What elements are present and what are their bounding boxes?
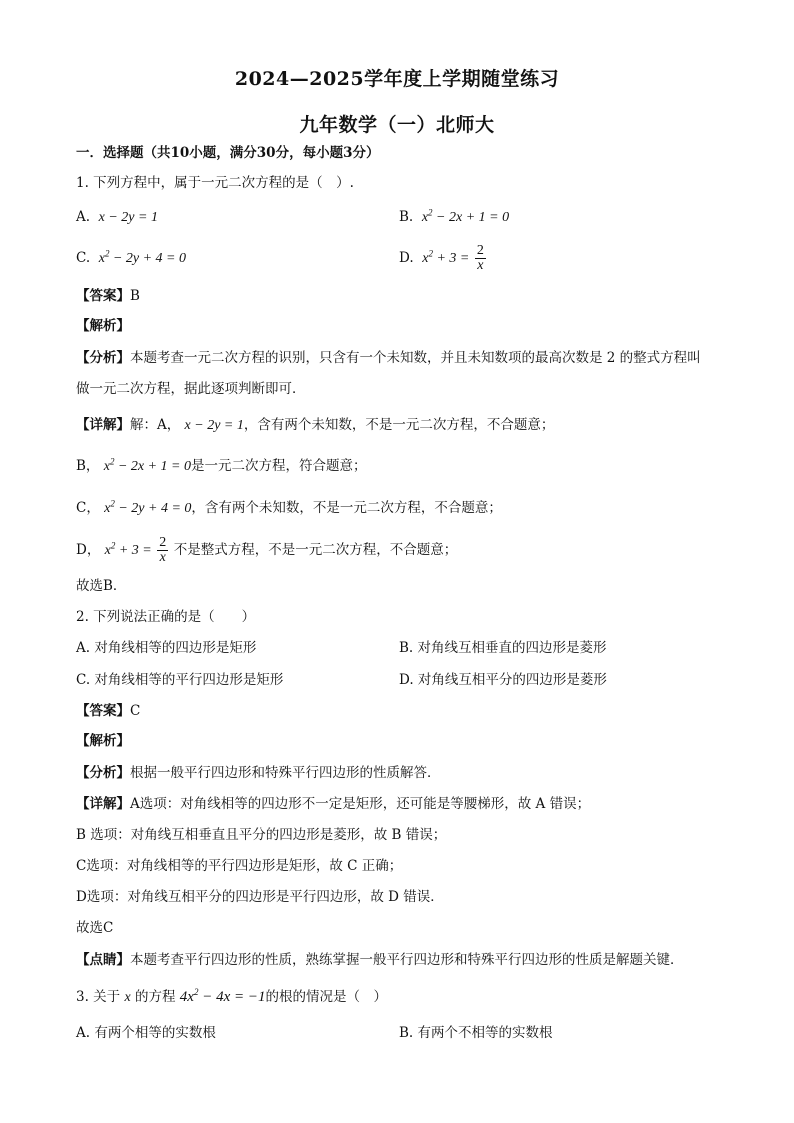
q1-option-c: C. $x^2 - 2y + 4 = 0$ xyxy=(76,248,187,266)
q1-detail-b: B， $x^2 - 2x + 1 = 0$是一元二次方程，符合题意； xyxy=(76,456,367,474)
q2-answer: 【答案】C xyxy=(76,703,141,719)
q1-detail-a: 【详解】解：A， x − 2y = 1，含有两个未知数，不是一元二次方程，不合题意； xyxy=(76,417,555,433)
q1-answer: 【答案】B xyxy=(76,288,140,304)
q2-conclusion: 故选C xyxy=(76,920,114,936)
q3-option-b: B. 有两个不相等的实数根 xyxy=(399,1025,553,1041)
q2-analysis-tag: 【解析】 xyxy=(76,733,130,749)
q2-detail-c: C选项：对角线相等的平行四边形是矩形，故 C 正确； xyxy=(76,858,403,874)
q1-stem: 1. 下列方程中，属于一元二次方程的是（ ）. xyxy=(76,175,354,191)
q1-option-d: D. $x^2 + 3$ = $\frac{2}{x}$ xyxy=(399,243,484,274)
q2-detail-d: D选项：对角线互相平分的四边形是平行四边形，故 D 错误． xyxy=(76,889,444,905)
q1-detail-c: C， $x^2 - 2y + 4 = 0$，含有两个未知数，不是一元二次方程，不合题意； xyxy=(76,498,502,516)
q1-conclusion: 故选B． xyxy=(76,578,127,594)
q2-option-b: B. 对角线互相垂直的四边形是菱形 xyxy=(399,640,607,656)
q2-dianjing: 【点睛】本题考查平行四边形的性质，熟练掌握一般平行四边形和特殊平行四边形的性质是解题关键． xyxy=(76,952,684,968)
q2-detail-b: B 选项：对角线互相垂直且平分的四边形是菱形，故 B 错误； xyxy=(76,827,447,843)
q2-option-d: D. 对角线互相平分的四边形是菱形 xyxy=(399,672,607,688)
q2-stem: 2. 下列说法正确的是（ ） xyxy=(76,609,256,625)
page-title: 2024—2025学年度上学期随堂练习 xyxy=(234,68,560,90)
q1-fenxi-line1: 【分析】本题考查一元二次方程的识别，只含有一个未知数，并且未知数项的最高次数是 2 的整式方程叫 xyxy=(76,350,701,366)
q3-stem: 3. 关于 x 的方程 $4x^2 - 4x = -1$的根的情况是（ ） xyxy=(76,987,387,1005)
q3-option-a: A. 有两个相等的实数根 xyxy=(76,1025,216,1041)
section-heading: 一．选择题（共10小题，满分30分，每小题3分） xyxy=(76,145,380,161)
q1-detail-d: D， $x^2 + 3$ = $\frac{2}{x}$ 不是整式方程，不是一元二次方程，不合题意； xyxy=(76,535,458,566)
page-subtitle: 九年数学（一）北师大 xyxy=(299,114,495,136)
q2-detail-a: 【详解】A选项：对角线相等的四边形不一定是矩形，还可能是等腰梯形，故 A 错误； xyxy=(76,796,591,812)
q2-fenxi: 【分析】根据一般平行四边形和特殊平行四边形的性质解答． xyxy=(76,765,441,781)
q1-analysis-tag: 【解析】 xyxy=(76,318,130,334)
q2-option-a: A. 对角线相等的四边形是矩形 xyxy=(76,640,257,656)
q1-option-b: B. $x^2 - 2x + 1 = 0$ xyxy=(399,207,510,225)
q2-option-c: C. 对角线相等的平行四边形是矩形 xyxy=(76,672,284,688)
q1-fenxi-line2: 做一元二次方程，据此逐项判断即可． xyxy=(76,381,306,397)
q1-option-a: A. x − 2y = 1 xyxy=(76,209,158,225)
